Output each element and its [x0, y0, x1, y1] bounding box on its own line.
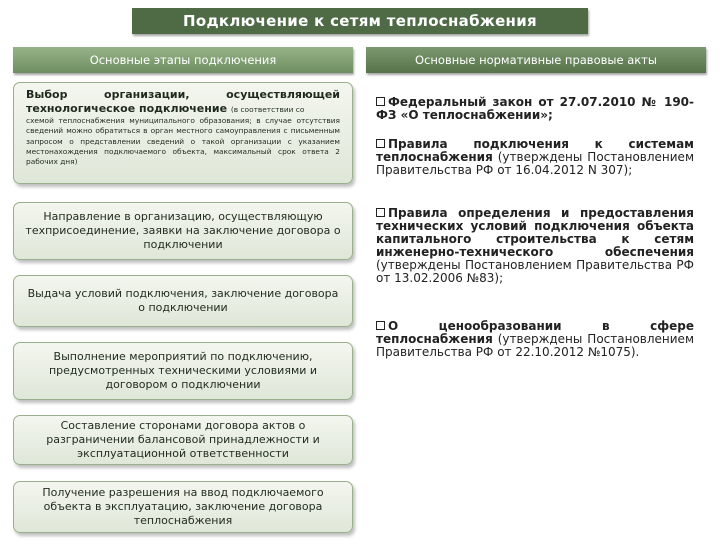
step-issue-conditions: Выдача условий подключения, заключение договора о подключении: [13, 275, 353, 327]
stages-header: Основные этапы подключения: [13, 47, 353, 73]
step-perform-connection: Выполнение мероприятий по подключению, предусмотренных техническими условиями и договором о подключении: [13, 342, 353, 400]
step-1-heading: Выбор организации, осуществляющей технологическое подключение (в соответствии со: [26, 88, 340, 115]
step-select-organization: [13, 82, 353, 184]
square-bullet-icon: [376, 208, 385, 217]
square-bullet-icon: [376, 139, 385, 148]
step-send-application: Направление в организацию, осуществляющую техприсоединение, заявки на заключение договора о подключении: [13, 202, 353, 260]
step-commissioning-permit: Получение разрешения на ввод подключаемого объекта в эксплуатацию, заключение договора теплоснабжения: [13, 481, 353, 533]
legal-acts-header: Основные нормативные правовые акты: [366, 47, 706, 73]
square-bullet-icon: [376, 321, 385, 330]
act-technical-conditions-rules: Правила определения и предоставления технических условий подключения объекта капитального строительства к сетям инженерно-технического обеспечения (утверждены Постановлением Правительства РФ от 13.02.2006 №83);: [376, 206, 694, 285]
act-pricing: О ценообразовании в сфере теплоснабжения (утверждены Постановлением Правительства РФ от 22.10.2012 №1075).: [376, 319, 694, 359]
act-federal-law: Федеральный закон от 27.07.2010 № 190-ФЗ «О теплоснабжении»;: [376, 95, 694, 122]
page-title: Подключение к сетям теплоснабжения: [132, 8, 588, 34]
act-connection-rules: Правила подключения к системам теплоснабжения (утверждены Постановлением Правительства РФ от 16.04.2012 N 307);: [376, 137, 694, 177]
step-1-details: схемой теплоснабжения муниципального образования; в случае отсутствия сведений можно обратиться в орган местного самоуправления с письменным запросом о представлении сведений о такой организации с указанием местонахождения подключаемого объекта, максимальный срок ответа 2 рабочих дня): [26, 116, 340, 167]
step-delimitation-acts: Составление сторонами договора актов о разграничении балансовой принадлежности и эксплуатационной ответственности: [13, 415, 353, 465]
square-bullet-icon: [376, 97, 385, 106]
